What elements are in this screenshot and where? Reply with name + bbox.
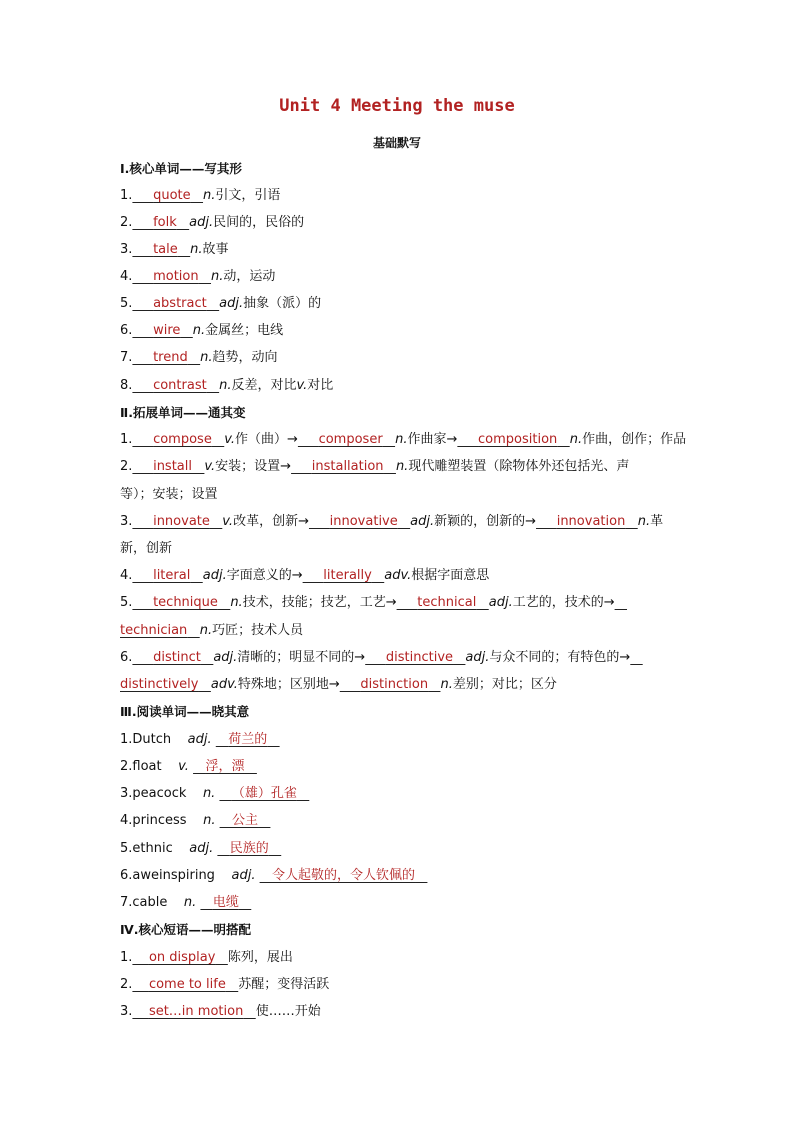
exercise-line: 1. quote n.引文，引语 xyxy=(120,188,281,203)
exercise-line: 6. wire n.金属丝；电线 xyxy=(120,323,284,338)
exercise-line: 3.peacock n. （雄）孔雀 xyxy=(120,786,297,801)
exercise-line: 5. technique n.技术，技能；技艺，工艺→ technical adj.工艺的，技术的→ xyxy=(120,595,615,610)
exercise-line: 7.cable n. 电缆 xyxy=(120,895,239,910)
exercise-line: 5. abstract adj.抽象（派）的 xyxy=(120,296,322,311)
section-heading: Ⅲ.阅读单词——晓其意 xyxy=(120,704,250,719)
exercise-line: 8. contrast n.反差，对比v.对比 xyxy=(120,378,334,393)
section-heading: Ⅳ.核心短语——明搭配 xyxy=(120,922,251,937)
exercise-line-continued: 新，创新 xyxy=(120,541,173,556)
exercise-line: 4.princess n. 公主 xyxy=(120,813,259,828)
exercise-line: 7. trend n.趋势，动向 xyxy=(120,350,278,365)
exercise-line: 6.aweinspiring adj. 令人起敬的，令人钦佩的 xyxy=(120,868,416,883)
section-heading: Ⅰ.核心单词——写其形 xyxy=(120,161,242,176)
exercise-line: 4. literal adj.字面意义的→ literally adv.根据字面意思 xyxy=(120,568,490,583)
exercise-line: 4. motion n.动，运动 xyxy=(120,269,276,284)
exercise-line: 1. compose v.作（曲）→ composer n.作曲家→ composition n.作曲，创作；作品 xyxy=(120,432,687,447)
exercise-line: 3. set…in motion 使……开始 xyxy=(120,1004,321,1019)
exercise-line: 3. tale n.故事 xyxy=(120,242,229,257)
exercise-line: 2. install v.安装；设置→ installation n.现代雕塑装置（除物体外还包括光、声 xyxy=(120,459,630,474)
exercise-line-continued: 等）；安装；设置 xyxy=(120,487,218,502)
section-heading: Ⅱ.拓展单词——通其变 xyxy=(120,405,246,420)
exercise-line: 3. innovate v.改革，创新→ innovative adj.新颖的，创新的→ innovation n.革 xyxy=(120,514,664,529)
exercise-line: 2.float v. 浮，漂 xyxy=(120,759,245,774)
exercise-line-continued: distinctively adv.特殊地；区别地→ distinction n.差别；对比；区分 xyxy=(120,677,557,692)
page-subtitle: 基础默写 xyxy=(372,136,421,150)
exercise-line: 1. on display 陈列，展出 xyxy=(120,950,293,965)
exercise-line: 6. distinct adj.清晰的；明显不同的→ distinctive adj.与众不同的；有特色的→ xyxy=(120,650,631,665)
exercise-line: 2. come to life 苏醒；变得活跃 xyxy=(120,977,330,992)
exercise-line: 2. folk adj.民间的，民俗的 xyxy=(120,215,305,230)
page-title: Unit 4 Meeting the muse xyxy=(279,96,515,116)
exercise-line: 1.Dutch adj. 荷兰的 xyxy=(120,732,268,747)
exercise-line-continued: technician n.巧匠；技术人员 xyxy=(120,623,304,638)
exercise-line: 5.ethnic adj. 民族的 xyxy=(120,841,269,856)
